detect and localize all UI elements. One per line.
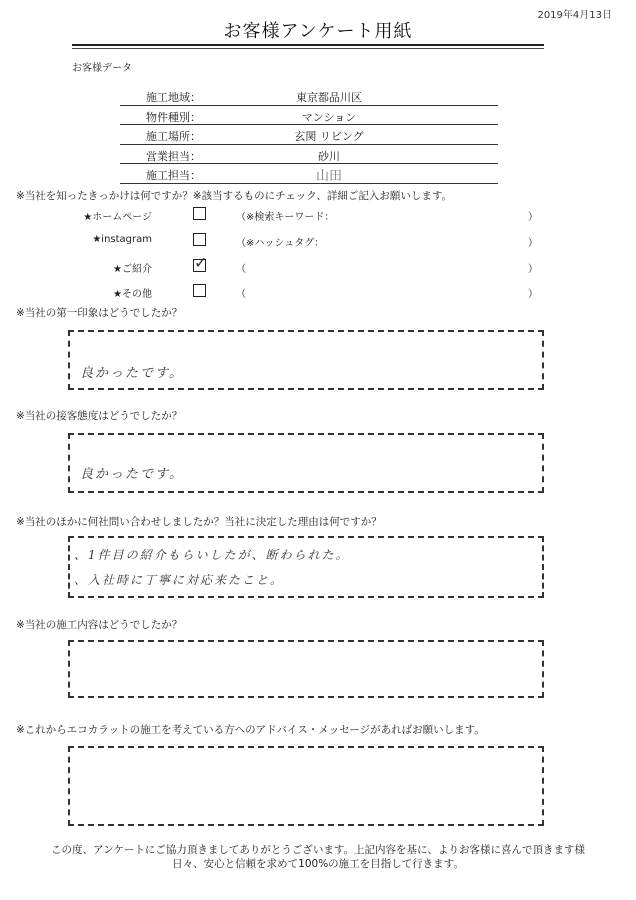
data-row-sales-rep [120, 145, 498, 165]
option-close-paren: ） [528, 264, 538, 275]
q5-answer-box[interactable] [68, 640, 544, 698]
q3-answer-box[interactable] [68, 433, 544, 493]
q5-question: ※当社の施工内容はどうでしたか？ [16, 619, 183, 631]
data-label: 物件種別： [146, 110, 201, 124]
data-value: マンション [301, 110, 357, 124]
option-label-other: ★その他 [113, 289, 152, 300]
option-label-homepage: ★ホームページ [83, 212, 152, 223]
data-row-property-type [120, 106, 498, 126]
data-value: 砂川 [318, 149, 340, 163]
data-value: 玄関 リビング [294, 130, 364, 143]
footer-message-line2: 日々、安心と信頼を求めて100%の施工を目指して行きます。 [172, 858, 464, 870]
data-label: 施工場所： [146, 130, 201, 143]
customer-data-label: お客様データ [72, 63, 132, 74]
option-detail-referral: （ [236, 264, 246, 275]
footer-message-line1: この度、アンケートにご協力頂きましてありがとうございます。上記内容を基に、よりお客様に喜んで頂きます様 [50, 844, 586, 856]
option-detail-other: （ [236, 289, 246, 300]
data-label: 施工地域： [146, 91, 201, 104]
checkbox-instagram[interactable] [193, 233, 206, 246]
page-title: お客様アンケート用紙 [223, 21, 413, 42]
q4-answer-line: 、1件目の紹介もらいしたが、断わられた。 [74, 548, 350, 562]
data-row-installer [120, 164, 498, 184]
q4-answer-box[interactable] [68, 536, 544, 598]
data-row-area [120, 86, 498, 106]
q2-answer-text: 良かったです。 [80, 366, 184, 381]
checkbox-homepage[interactable] [193, 207, 206, 220]
title-underline-thin [72, 48, 544, 49]
q3-answer-text: 良かったです。 [80, 467, 184, 482]
option-label-instagram: ★instagram [92, 234, 152, 245]
data-row-location [120, 125, 498, 145]
q6-question: ※これからエコカラットの施工を考えている方へのアドバイス・メッセージがあればお願いします。 [16, 724, 485, 736]
q3-question: ※当社の接客態度はどうでしたか？ [16, 410, 183, 422]
data-value-handwritten: 山田 [315, 169, 342, 184]
q4-question: ※当社のほかに何社問い合わせしましたか？当社に決定した理由は何ですか？ [16, 516, 382, 528]
q4-answer-line: 、入社時に丁寧に対応来たこと。 [74, 573, 285, 587]
option-close-paren: ） [528, 289, 538, 300]
title-underline [72, 44, 544, 46]
data-label: 施工担当： [146, 169, 201, 182]
q6-answer-box[interactable] [68, 746, 544, 826]
q2-answer-box[interactable] [68, 330, 544, 390]
q1-question: ※当社を知ったきっかけは何ですか？※該当するものにチェック、詳細ご記入お願いします。 [16, 190, 453, 202]
survey-date: 2019年4月13日 [537, 10, 612, 21]
option-close-paren: ） [528, 212, 538, 223]
option-label-referral: ★ご紹介 [113, 264, 152, 275]
data-value: 東京都品川区 [296, 91, 362, 104]
checkbox-other[interactable] [193, 284, 206, 297]
option-detail-homepage: （※検索キーワード： [236, 212, 335, 223]
option-detail-instagram: （※ハッシュタグ： [236, 238, 325, 249]
q2-question: ※当社の第一印象はどうでしたか？ [16, 307, 183, 319]
option-close-paren: ） [528, 238, 538, 249]
checkbox-referral[interactable] [193, 253, 208, 272]
data-label: 営業担当： [146, 149, 201, 163]
check-mark-icon: ✓ [194, 253, 208, 272]
customer-data-table [120, 86, 498, 184]
